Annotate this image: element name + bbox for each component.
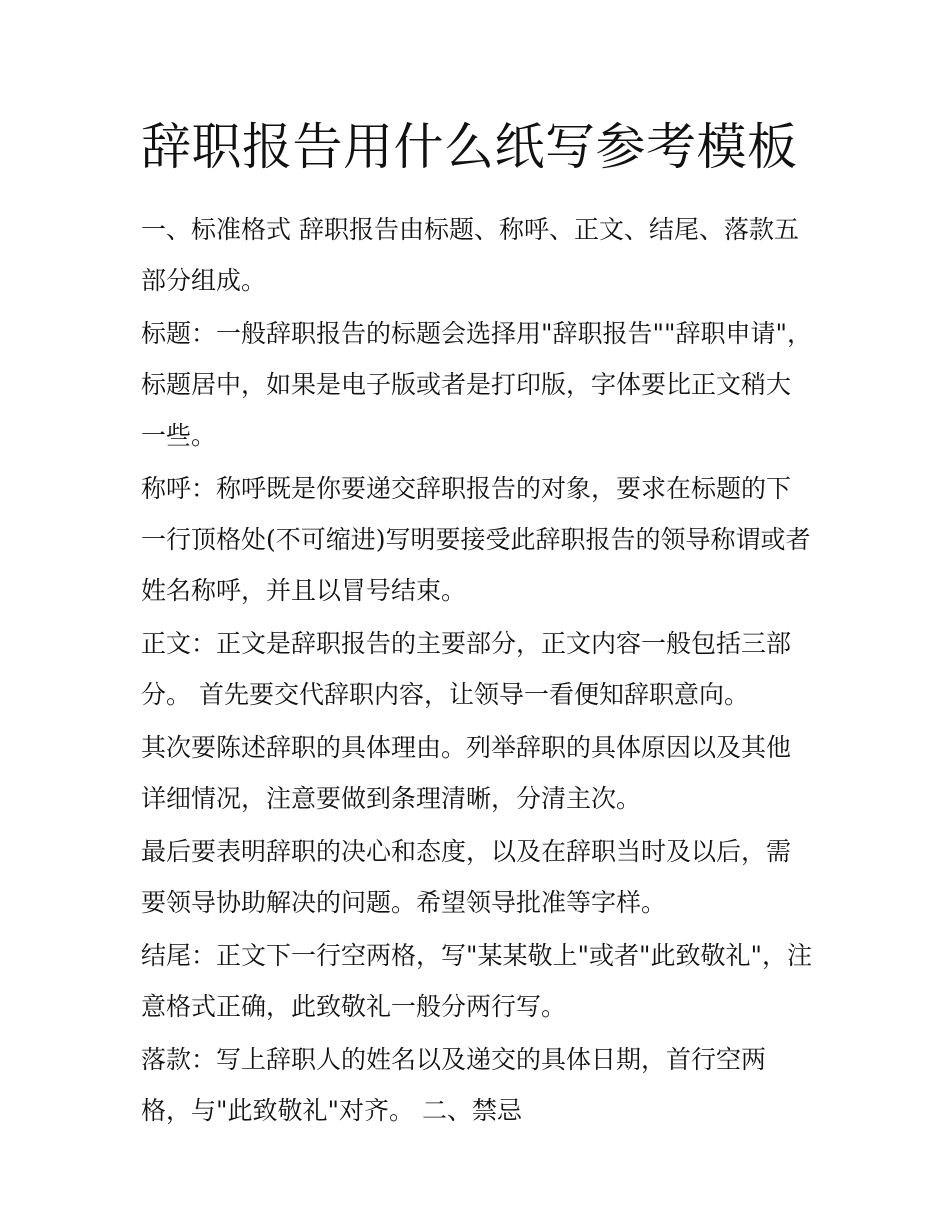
document-title: 辞职报告用什么纸写参考模板: [141, 118, 798, 176]
paragraph-standard-format: 一、标准格式 辞职报告由标题、称呼、正文、结尾、落款五部分组成。: [141, 215, 799, 295]
paragraph-salutation-rules: 称呼：称呼既是你要递交辞职报告的对象，要求在标题的下一行顶格处(不可缩进)写明要接受此辞职报告的领导称谓或者姓名称呼，并且以冒号结束。: [141, 474, 811, 605]
paragraph-title-rules: 标题：一般辞职报告的标题会选择用"辞职报告""辞职申请"，标题居中，如果是电子版或者是打印版，字体要比正文稍大一些。: [141, 319, 812, 450]
paragraph-signature-rules: 落款：写上辞职人的姓名以及递交的具体日期，首行空两格，与"此致敬礼"对齐。 二、禁忌: [141, 1045, 767, 1125]
paragraph-closing-rules: 结尾：正文下一行空两格，写"某某敬上"或者"此致敬礼"，注意格式正确，此致敬礼一般分两行写。: [141, 941, 812, 1021]
paragraph-resolve: 最后要表明辞职的决心和态度，以及在辞职当时及以后，需要领导协助解决的问题。希望领导批准等字样。: [141, 837, 792, 917]
paragraph-body-rules: 正文：正文是辞职报告的主要部分，正文内容一般包括三部分。 首先要交代辞职内容，让领导一看便知辞职意向。: [141, 629, 792, 709]
paragraph-reasons: 其次要陈述辞职的具体理由。列举辞职的具体原因以及其他详细情况，注意要做到条理清晰，分清主次。: [141, 733, 792, 813]
document-body: [141, 204, 814, 1136]
